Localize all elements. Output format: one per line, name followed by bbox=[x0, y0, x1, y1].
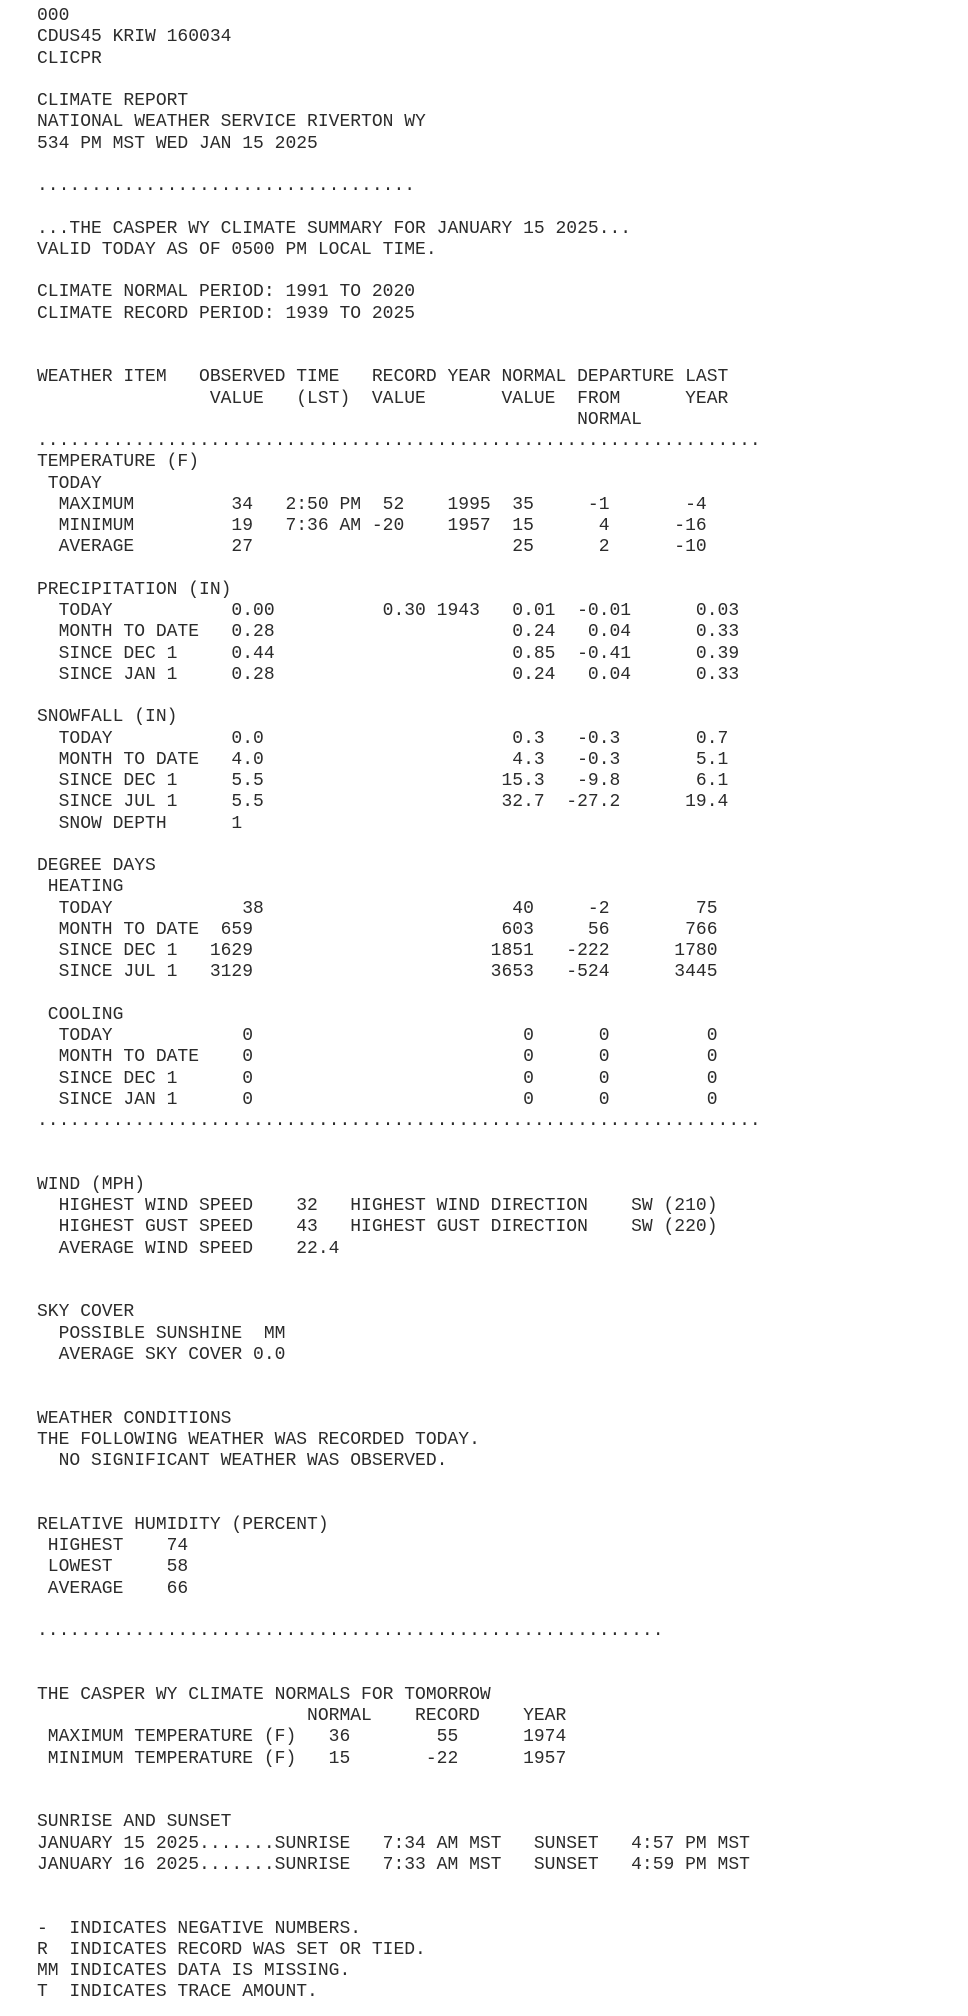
report-line: MONTH TO DATE 659 603 56 766 bbox=[37, 919, 718, 940]
report-line: ................................... bbox=[37, 176, 416, 196]
report-line: TEMPERATURE (F) bbox=[37, 452, 200, 473]
report-line: DEGREE DAYS bbox=[37, 856, 156, 876]
report-line: SINCE JUL 1 3129 3653 -524 3445 bbox=[37, 962, 718, 983]
report-line bbox=[37, 1897, 761, 1918]
report-line bbox=[37, 346, 761, 367]
report-line bbox=[37, 1494, 761, 1515]
report-line: CLIMATE RECORD PERIOD: 1939 TO 2025 bbox=[37, 303, 416, 324]
report-line: 534 PM MST WED JAN 15 2025 bbox=[37, 133, 318, 154]
report-line: TODAY 0 0 0 0 bbox=[37, 1026, 718, 1046]
report-line: TODAY 0.0 0.3 -0.3 0.7 bbox=[37, 728, 729, 749]
report-line: COOLING bbox=[37, 1004, 124, 1025]
report-line: WEATHER CONDITIONS bbox=[37, 1408, 232, 1429]
report-line: MINIMUM TEMPERATURE (F) 15 -22 1957 bbox=[37, 1748, 567, 1769]
report-line bbox=[37, 325, 761, 346]
report-line bbox=[37, 1387, 761, 1408]
report-line: HIGHEST 74 bbox=[37, 1536, 189, 1556]
report-line: ...THE CASPER WY CLIMATE SUMMARY FOR JANUARY 15 2025... bbox=[37, 218, 632, 239]
report-line: PRECIPITATION (IN) bbox=[37, 579, 232, 600]
report-line: LOWEST 58 bbox=[37, 1557, 189, 1578]
report-line bbox=[37, 261, 761, 282]
report-line: MONTH TO DATE 0.28 0.24 0.04 0.33 bbox=[37, 622, 740, 643]
report-line: 000 bbox=[37, 6, 70, 26]
climate-report-text bbox=[37, 6, 761, 2004]
report-line: ................................................................... bbox=[37, 431, 761, 451]
report-line bbox=[37, 1876, 761, 1897]
report-line: SNOW DEPTH 1 bbox=[37, 813, 243, 834]
report-line: AVERAGE 27 25 2 -10 bbox=[37, 537, 707, 558]
report-line: TODAY 0.00 0.30 1943 0.01 -0.01 0.03 bbox=[37, 601, 740, 621]
report-line bbox=[37, 1472, 761, 1493]
report-line: R INDICATES RECORD WAS SET OR TIED. bbox=[37, 1939, 426, 1960]
report-line bbox=[37, 70, 761, 91]
report-line bbox=[37, 155, 761, 176]
report-line: THE CASPER WY CLIMATE NORMALS FOR TOMORROW bbox=[37, 1684, 491, 1705]
report-line bbox=[37, 1260, 761, 1281]
report-line bbox=[37, 1281, 761, 1302]
report-line: CDUS45 KRIW 160034 bbox=[37, 27, 232, 48]
report-line: MINIMUM 19 7:36 AM -20 1957 15 4 -16 bbox=[37, 516, 707, 536]
report-line bbox=[37, 1366, 761, 1387]
report-line: SINCE DEC 1 1629 1851 -222 1780 bbox=[37, 941, 718, 961]
report-line bbox=[37, 197, 761, 218]
report-line: NO SIGNIFICANT WEATHER WAS OBSERVED. bbox=[37, 1451, 448, 1471]
report-line: AVERAGE 66 bbox=[37, 1578, 189, 1599]
report-line: NORMAL bbox=[37, 409, 642, 430]
report-line bbox=[37, 1770, 761, 1791]
report-line: MONTH TO DATE 4.0 4.3 -0.3 5.1 bbox=[37, 749, 729, 770]
report-line: SNOWFALL (IN) bbox=[37, 707, 178, 728]
report-line: SINCE DEC 1 0 0 0 0 bbox=[37, 1068, 718, 1089]
report-line: NATIONAL WEATHER SERVICE RIVERTON WY bbox=[37, 112, 426, 133]
report-line: NORMAL RECORD YEAR bbox=[37, 1706, 567, 1726]
report-line: AVERAGE SKY COVER 0.0 bbox=[37, 1344, 286, 1365]
report-line: MM INDICATES DATA IS MISSING. bbox=[37, 1961, 351, 1981]
report-line bbox=[37, 835, 761, 856]
report-line: JANUARY 15 2025.......SUNRISE 7:34 AM MST SUNSET 4:57 PM MST bbox=[37, 1833, 750, 1854]
report-line: WIND (MPH) bbox=[37, 1174, 146, 1195]
report-line: MAXIMUM TEMPERATURE (F) 36 55 1974 bbox=[37, 1727, 567, 1748]
report-line: WEATHER ITEM OBSERVED TIME RECORD YEAR NORMAL DEPARTURE LAST bbox=[37, 367, 729, 388]
report-line: .......................................................... bbox=[37, 1621, 664, 1641]
report-line bbox=[37, 1791, 761, 1812]
report-line: THE FOLLOWING WEATHER WAS RECORDED TODAY. bbox=[37, 1429, 480, 1450]
report-line: CLIMATE REPORT bbox=[37, 91, 189, 111]
report-line: - INDICATES NEGATIVE NUMBERS. bbox=[37, 1918, 362, 1939]
report-line: CLIMATE NORMAL PERIOD: 1991 TO 2020 bbox=[37, 282, 416, 303]
report-line: HIGHEST WIND SPEED 32 HIGHEST WIND DIRECTION SW (210) bbox=[37, 1196, 718, 1216]
report-line: VALUE (LST) VALUE VALUE FROM YEAR bbox=[37, 388, 729, 409]
report-line: SINCE JUL 1 5.5 32.7 -27.2 19.4 bbox=[37, 792, 729, 813]
report-line bbox=[37, 1664, 761, 1685]
report-line: HIGHEST GUST SPEED 43 HIGHEST GUST DIRECTION SW (220) bbox=[37, 1217, 718, 1238]
report-line: MONTH TO DATE 0 0 0 0 bbox=[37, 1047, 718, 1068]
report-line: SINCE DEC 1 0.44 0.85 -0.41 0.39 bbox=[37, 643, 740, 664]
report-line: TODAY 38 40 -2 75 bbox=[37, 898, 718, 919]
report-line: POSSIBLE SUNSHINE MM bbox=[37, 1323, 286, 1344]
report-line: T INDICATES TRACE AMOUNT. bbox=[37, 1982, 318, 2003]
report-line: VALID TODAY AS OF 0500 PM LOCAL TIME. bbox=[37, 239, 437, 260]
report-line: SINCE DEC 1 5.5 15.3 -9.8 6.1 bbox=[37, 771, 729, 791]
report-line: AVERAGE WIND SPEED 22.4 bbox=[37, 1238, 340, 1259]
report-line: MAXIMUM 34 2:50 PM 52 1995 35 -1 -4 bbox=[37, 494, 707, 515]
report-line: SINCE JAN 1 0 0 0 0 bbox=[37, 1089, 718, 1110]
report-line: SUNRISE AND SUNSET bbox=[37, 1812, 232, 1833]
report-line bbox=[37, 1154, 761, 1175]
report-line bbox=[37, 1642, 761, 1663]
report-line: JANUARY 16 2025.......SUNRISE 7:33 AM MST SUNSET 4:59 PM MST bbox=[37, 1854, 750, 1875]
report-line: ................................................................... bbox=[37, 1111, 761, 1131]
report-line: RELATIVE HUMIDITY (PERCENT) bbox=[37, 1514, 329, 1535]
report-line: SKY COVER bbox=[37, 1302, 135, 1323]
report-line bbox=[37, 686, 761, 707]
report-line: CLICPR bbox=[37, 48, 102, 69]
report-line: TODAY bbox=[37, 473, 102, 494]
report-line: HEATING bbox=[37, 877, 124, 898]
report-line bbox=[37, 559, 761, 580]
report-line bbox=[37, 984, 761, 1005]
report-line bbox=[37, 1600, 761, 1621]
report-line: SINCE JAN 1 0.28 0.24 0.04 0.33 bbox=[37, 664, 740, 685]
report-line bbox=[37, 1132, 761, 1153]
